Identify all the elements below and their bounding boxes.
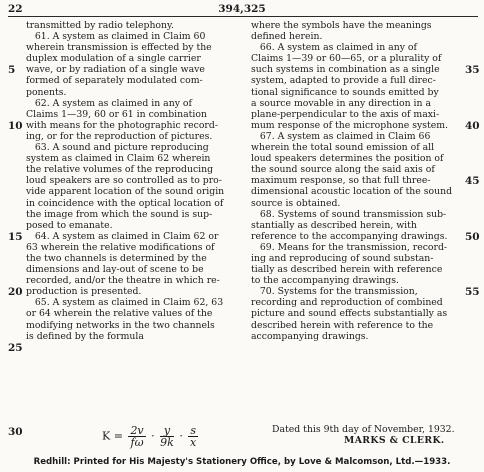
- text-line: posed to emanate.: [26, 219, 113, 231]
- formula-dot: ·: [179, 429, 183, 443]
- line-number: 15: [8, 231, 23, 243]
- text-line: plane-perpendicular to the axis of maxi-: [251, 108, 440, 120]
- text-line: 65. A system as claimed in Claim 62, 63: [26, 297, 224, 309]
- text-line: 66. A system as claimed in any of: [251, 42, 417, 54]
- formula-fraction: [128, 425, 145, 448]
- dated-line: Dated this 9th day of November, 1932.: [272, 424, 455, 435]
- text-line: stantially as described herein, with: [251, 219, 417, 231]
- text-line: vide apparent location of the sound origin: [26, 186, 225, 198]
- signature: MARKS & CLERK.: [344, 435, 445, 446]
- formula-denominator: x: [190, 436, 197, 449]
- text-line: recording and reproduction of combined: [251, 297, 443, 309]
- text-line: formed of separately modulated com-: [26, 75, 203, 87]
- line-number: 55: [465, 286, 480, 298]
- text-line: reference to the accompanying drawings.: [251, 230, 448, 242]
- formula-numerator: y: [160, 425, 174, 437]
- text-line: modifying networks in the two channels: [26, 319, 215, 331]
- line-number: 35: [465, 64, 480, 76]
- text-line: the sound source along the said axis of: [251, 164, 435, 176]
- text-line: a source movable in any direction in a: [251, 97, 431, 109]
- text-line: is defined by the formula: [26, 330, 144, 342]
- formula-dot: ·: [151, 429, 155, 443]
- text-line: with means for the photographic record-: [26, 119, 218, 131]
- formula-numerator: s: [190, 424, 196, 437]
- text-line: ing and reproducing of sound substan-: [251, 252, 434, 264]
- text-line: accompanying drawings.: [251, 330, 369, 342]
- text-line: 67. A system as claimed in Claim 66: [251, 130, 431, 142]
- text-line: source is obtained.: [251, 197, 341, 209]
- text-line: defined herein.: [251, 31, 323, 43]
- text-line: transmitted by radio telephony.: [26, 20, 174, 31]
- text-line: 64. A system as claimed in Claim 62 or: [26, 230, 219, 242]
- formula-lhs: K =: [102, 429, 123, 443]
- formula-fraction: [188, 425, 198, 448]
- text-line: described herein with reference to the: [251, 319, 434, 331]
- text-line: tional significance to sounds emitted by: [251, 86, 439, 98]
- text-line: 69. Means for the transmission, record-: [251, 241, 448, 253]
- line-number: 30: [8, 426, 23, 438]
- text-line: 63 wherein the relative modifications of: [26, 241, 215, 253]
- line-number: 5: [8, 64, 16, 76]
- text-line: picture and sound effects substantially as: [251, 308, 448, 320]
- text-line: Claims 1—39 or 60—65, or a plurality of: [251, 53, 442, 65]
- text-line: tially as described herein with reference: [251, 264, 443, 276]
- text-line: ponents.: [26, 86, 67, 98]
- text-line: ing, or for the reproduction of pictures.: [26, 130, 213, 142]
- line-number: 20: [8, 286, 23, 298]
- text-line: or 64 wherein the relative values of the: [26, 308, 213, 320]
- text-line: production is presented.: [26, 286, 142, 298]
- header-rule: [8, 16, 478, 17]
- right-column: [251, 20, 459, 342]
- line-number: 45: [465, 175, 480, 187]
- line-number: 40: [465, 120, 480, 132]
- text-line: the two channels is determined by the: [26, 252, 207, 264]
- text-line: wherein transmission is effected by the: [26, 42, 212, 54]
- patent-number: 394,325: [218, 3, 266, 15]
- text-line: the image from which the sound is sup-: [26, 208, 213, 220]
- formula-numerator: 2v: [130, 424, 144, 437]
- formula-denominator: 9k: [160, 436, 174, 449]
- text-line: recorded, and/or the theatre in which re-: [26, 275, 220, 287]
- text-line: 70. Systems for the transmission,: [251, 286, 418, 298]
- left-column: [26, 20, 244, 342]
- text-line: to the accompanying drawings.: [251, 275, 399, 287]
- formula: [102, 425, 200, 448]
- formula-denominator: fω: [130, 436, 144, 449]
- text-line: dimensions and lay-out of scene to be: [26, 264, 204, 276]
- text-line: such systems in combination as a single: [251, 64, 440, 76]
- line-number: 10: [8, 120, 23, 132]
- text-line: maximum response, so that full three-: [251, 175, 431, 187]
- text-line: Claims 1—39, 60 or 61 in combination: [26, 108, 207, 120]
- text-line: 68. Systems of sound transmission sub-: [251, 208, 447, 220]
- text-line: the relative volumes of the reproducing: [26, 164, 214, 176]
- printer-line: Redhill: Printed for His Majesty's Stationery Office, by Love & Malcomson, Ltd.—1933.: [33, 457, 451, 467]
- text-line: system as claimed in Claim 62 wherein: [26, 153, 211, 165]
- text-line: 61. A system as claimed in Claim 60: [26, 31, 206, 43]
- text-line: in coincidence with the optical location of: [26, 197, 224, 209]
- text-line: 62. A system as claimed in any of: [26, 97, 192, 109]
- line-number: 50: [465, 231, 480, 243]
- line-number: 25: [8, 342, 23, 354]
- text-line: system, adapted to provide a full direc-: [251, 75, 436, 87]
- text-line: 63. A sound and picture reproducing: [26, 142, 209, 154]
- text-line: where the symbols have the meanings: [251, 20, 432, 31]
- text-line: duplex modulation of a single carrier: [26, 53, 201, 65]
- text-line: mum response of the microphone system.: [251, 119, 449, 131]
- page-number: 22: [8, 3, 23, 15]
- text-line: dimensional acoustic location of the sound: [251, 186, 453, 198]
- text-line: loud speakers determines the position of: [251, 153, 444, 165]
- text-line: wherein the total sound emission of all: [251, 142, 435, 154]
- text-line: wave, or by radiation of a single wave: [26, 64, 205, 76]
- formula-fraction: [160, 425, 174, 448]
- text-line: loud speakers are so controlled as to pro-: [26, 175, 222, 187]
